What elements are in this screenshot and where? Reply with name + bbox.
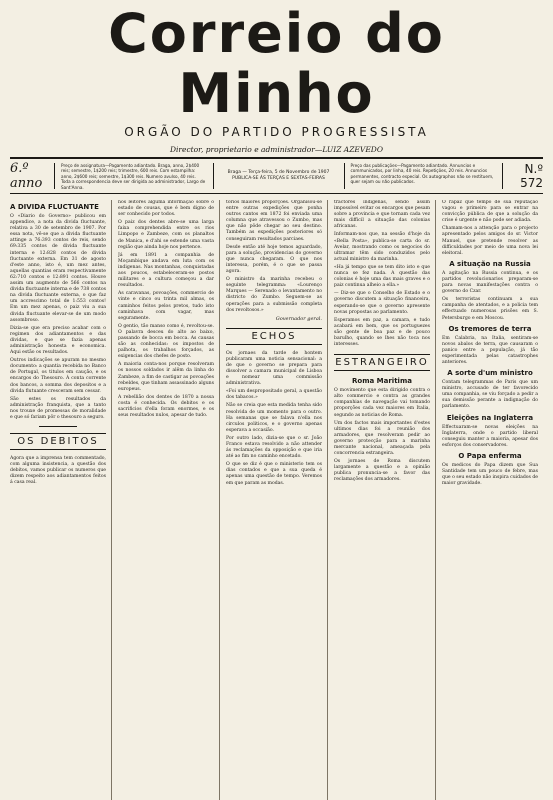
article-heading: A sorte d'um ministro	[447, 369, 533, 378]
article-paragraph: O ministro da marinha recebeu o seguinte telegramma: «Lourenço Marques — Serenado o levantamento no districto do Zumbo. Seguem-se as operações para a submissão completa dos revoltosos.»	[226, 277, 322, 313]
article-subheading: Roma Maritima	[352, 377, 412, 386]
article-paragraph: torios maiores proporções. Organisou-se entre outras expedições que ponha outros cantos em 1872 foi enviada uma columna que atravessou o Zumbo, mas que não pôde chegar ao seu destino. Também as expedições posteriores só conseguiram resultados parciaes.	[226, 200, 322, 242]
column-3	[226, 200, 328, 800]
article-heading: Os tremores de terra	[448, 324, 532, 333]
article-paragraph: «Foi um despropositado geral, a questão dos tabacos.»	[226, 389, 322, 401]
article-paragraph: Já em 1891 a companhia de Moçambique andava em luta com os indigenas. Nas montanhas, conquistadas aos poucos, estabeleceram-se postos militares e a cultura começou a dar resultados.	[118, 252, 214, 289]
article-paragraph: As caravanas, povoações, commercio de vinte e cinco ou trinta mil almas, os caminhos feitos pelos pretos, tudo isto caminhava com vagar, mas seguramente.	[118, 291, 214, 321]
article-heading: A situação na Russia	[449, 259, 531, 268]
article-paragraph: Não se creia que esta medida tenha sido resolvida de um momento para o outro. Ha semanas que se falava n'ella nos circulos politicos, e o governo apenas esperava a occasião.	[226, 403, 322, 433]
article-paragraph: Em Calabria, na Italia, sentiram-se novos abalos de terra, que causaram o panico entre a população, já tão experimentada pelas catastrophes anteriores.	[442, 335, 538, 365]
subscription-prices: Preço de assignatura—Pagamento adiantado. Braga, anno, 2$400 reis; semestre, 1$200 reis; trimestre, 600 reis. Com estampilha: anno, 2$600 reis; semestre, 1$300 reis. Numero avulso, 40 reis. Toda a correspondencia deve ser dirigida ao administrador, Largo de Sant'Anna.	[54, 163, 214, 189]
article-heading: O Papa enferma	[458, 451, 522, 460]
article-paragraph: Dizia-se que era preciso acabar com o regimen dos adiantamentos e das dividas, e que se fazia apenas administração honesta e economica. Aqui estão os resultados.	[10, 325, 106, 356]
info-bar	[10, 159, 543, 194]
section-heading-estrangeiro: ESTRANGEIRO	[334, 354, 430, 371]
article-paragraph: O rapaz que tempo de sua reputação vagou e primeiro para se entrar na convicção pública de que a solução da crise é urgente e não pode ser adiada.	[442, 200, 538, 224]
column-1	[10, 200, 112, 800]
article-paragraph: Desde então até hoje temos aguardado, para a solução, providencias do governo que nunca chegaram. O que nos interessa, porém, é o que se passa agora.	[226, 244, 322, 275]
article-heading: OS DEBITOS	[10, 433, 106, 450]
publication-line: PUBLICA-SE ÁS TERÇAS E SEXTAS-FEIRAS	[232, 176, 325, 181]
article-paragraph: Os medicos do Papa dizem que Sua Santidade tem um pouco de febre, mas que o seu estado não inspira cuidados de maior gravidade.	[442, 462, 539, 487]
date-block	[214, 170, 344, 182]
article-paragraph: Agora que a imprensa tem commentado, com alguma insistencia, a questão dos debitos, vamos publicar os numeros que dizem respeito aos adiantamentos feitos á casa real.	[10, 456, 106, 486]
article-paragraph: O paiz dos dentes abre-se uma larga faixa comprehendida entre os rios Limpopo e Zambeze, com os planaltos de Manica, e d'ahi se estende uma vasta região que ainda hoje nos pertence.	[118, 220, 214, 250]
article-paragraph: Os jornaes da tarde de hontem publicaram uma noticia sensacional: a de que o governo se prepara para dissolver a camara municipal de Lisboa e nomear uma commissão administrativa.	[226, 350, 322, 387]
article-paragraph: A rebellião dos dentes de 1870 a nossa costa é conhecida. Os debitos e os sacrificios d'ella foram enormes, e os seus resultados nulos, apesar de tudo.	[118, 394, 214, 419]
columns	[10, 200, 543, 800]
article-paragraph: São estes os resultados da administração franquista, que a tanto nos trouxe de promessas de moralidade e que só fariam pôr o thesouro a seguro.	[10, 396, 106, 420]
article-paragraph: Effectuaram-se novas eleições na Inglaterra, onde o partido liberal conseguiu manter a maioria, apesar dos esforços dos conservadores.	[442, 424, 538, 448]
advert-prices: Preço das publicações—Pagamento adiantado. Annuncios e communicados, por linha, 40 reis. Repetições, 20 reis. Annuncios permanentes, contracto especial. Os autographos não se restituem, quer sejam ou não publicados.	[344, 163, 504, 189]
article-paragraph: Outros indicações se apuram no mesmo documento: a quantia recebida no Banco de Portugal, os titulos em caução, e os encargos do Thesouro. Á conta corrente dos bancos, a somma dos depositos e a divida flutuante cresceram sem cessar.	[10, 358, 106, 394]
column-4	[334, 200, 436, 800]
section-heading-echos: ECHOS	[226, 328, 322, 345]
newspaper-title: Correio do Minho	[108, 2, 445, 125]
article-paragraph: O que se diz é que o ministerio tem os dias contados e que a sua queda é apenas uma questão de tempo. Veremos em que param as modas.	[226, 462, 322, 486]
article-paragraph: Informam-nos que, na sessão d'hoje da «Bella Posta», publica-se carta do sr. Avelar, mostrando como os negocios do ultramar têm sido conduzidos pelo actual ministro da marinha.	[334, 232, 430, 262]
article-paragraph: — Diz-se que o Conselho de Estado e o governo discutem a situação financeira, esperando-se que o governo apresente novas propostas ao parlamento.	[334, 291, 430, 315]
article-paragraph: O gentio, tão manso como é, revoltou-se. O palavra desceu do alto ao baixo, passando de bocca em bocca. As causas são as conhecidas: os impostos de palhota, os trabalhos forçados, as exigencias dos chefes de posto.	[118, 323, 214, 360]
year-label: 6.º anno	[10, 161, 43, 191]
article-paragraph: Chamam-nos a attenção para o projecto apresentado pelos amigos do sr. Victor Manuel, que pretende resolver as difficuldades por meio de uma nova lei eleitoral.	[442, 226, 538, 256]
article-heading: Eleições na Inglaterra	[446, 413, 534, 422]
article-separator	[39, 426, 77, 427]
article-paragraph: Um dos factos mais importantes d'estes ultimos dias foi a reunião dos armadores, que resolveram pedir ao governo protecção para a marinha mercante nacional, ameaçada pela concorrencia estrangeira.	[334, 420, 430, 457]
article-paragraph: Contam telegrammas de Paris que um ministro, accusado de ter favorecido uma companhia, se viu forçado a pedir a sua demissão perante a indignação do parlamento.	[442, 380, 538, 410]
article-paragraph: tractores indigenas, sendo assim impossível evitar os encargos que pesam sobre a provincia e que tornam cada vez mais difficil a situação das colonias africanas.	[334, 200, 430, 230]
issue-number: N.º 572	[520, 162, 543, 190]
newspaper-subtitle: ORGÃO DO PARTIDO PROGRESSISTA	[124, 125, 429, 139]
director-line: Director, proprietario e administrador—LUIZ AZEVEDO	[170, 145, 383, 154]
article-paragraph: Os jornaes de Roma discutem largamente a questão e a opinião publica pronuncia-se a favor das reclamações dos armadores.	[334, 459, 430, 483]
article-paragraph: Esperamos em paz, a camara, e tudo acabará em bem, que os portuguezes são gente de boa paz e de pouco barulho, quando se lhes não toca nos interesses.	[334, 317, 430, 348]
article-paragraph: Os terroristas continuam a sua campanha de atentados, e a policia tem effectuado numerosas prisões em S. Petersburgo e em Moscou.	[442, 297, 538, 321]
article-paragraph: A agitação na Russia continua, e os partidos revolucionarios preparam-se para novas manifestações contra o governo do Czar.	[442, 270, 538, 295]
article-paragraph: nos leitores alguma informação sobre o estado de cousas, que é bem digno de ser conhecido por todos.	[118, 200, 214, 218]
column-5	[442, 200, 543, 800]
date-line: Braga — Terça-feira, 5 de Novembro de 1907	[227, 170, 330, 175]
article-paragraph: A maioria conta-nos porque resolveram os nossos soldados ir alêm da linha do Zambeze, a fim de castigar as povoações rebeldes, que tinham assassinado alguns europeus.	[118, 362, 214, 392]
article-paragraph: O «Diario do Governo» publicou em appendice, a nota da divida fluctuante, relativa a 30 de setembro de 1907. Por essa nota, vê-se que a divida fluctuante attinge a 76:393 contos de reis, sendo 69:335 contos de divida fluctuante interna e 12:828 contos de divida fluctuante externa. Em 31 de agosto d'este anno, isto é, um mez antes, aquellas quantias eram respectivamente 62:710 contos e 12:891 contos. Houve assim um augmento de 566 contos na divida fluctuante interna e de 738 contos na divida fluctuante externa, o que faz um accrescimo total de 1:553 contos! Em um mez apenas, o paiz viu a sua divida fluctuante elevar-se de um modo assombroso.	[10, 214, 106, 323]
article-heading: A DIVIDA FLUCTUANTE	[10, 203, 99, 211]
masthead	[10, 4, 543, 154]
article-paragraph: Por outro lado, dizia-se que o sr. João Franco estava resolvido a não attender ás reclamações da opposição e que iria até ao fim no caminho encetado.	[226, 435, 322, 460]
column-2	[118, 200, 220, 800]
article-paragraph: O movimento que esta dirigido contra o alto commercio e contra as grandes companhias de navegação vai tomando proporções cada vez maiores em Italia, segundo as noticias de Roma.	[334, 388, 430, 418]
article-paragraph: «Ha já tempo que se tem dito isto e que nunca se fez nada. A questão das colonias é hoje uma das mais graves e o paiz continua alheio a ella.»	[334, 264, 430, 289]
signature: Governador geral.	[275, 315, 322, 322]
